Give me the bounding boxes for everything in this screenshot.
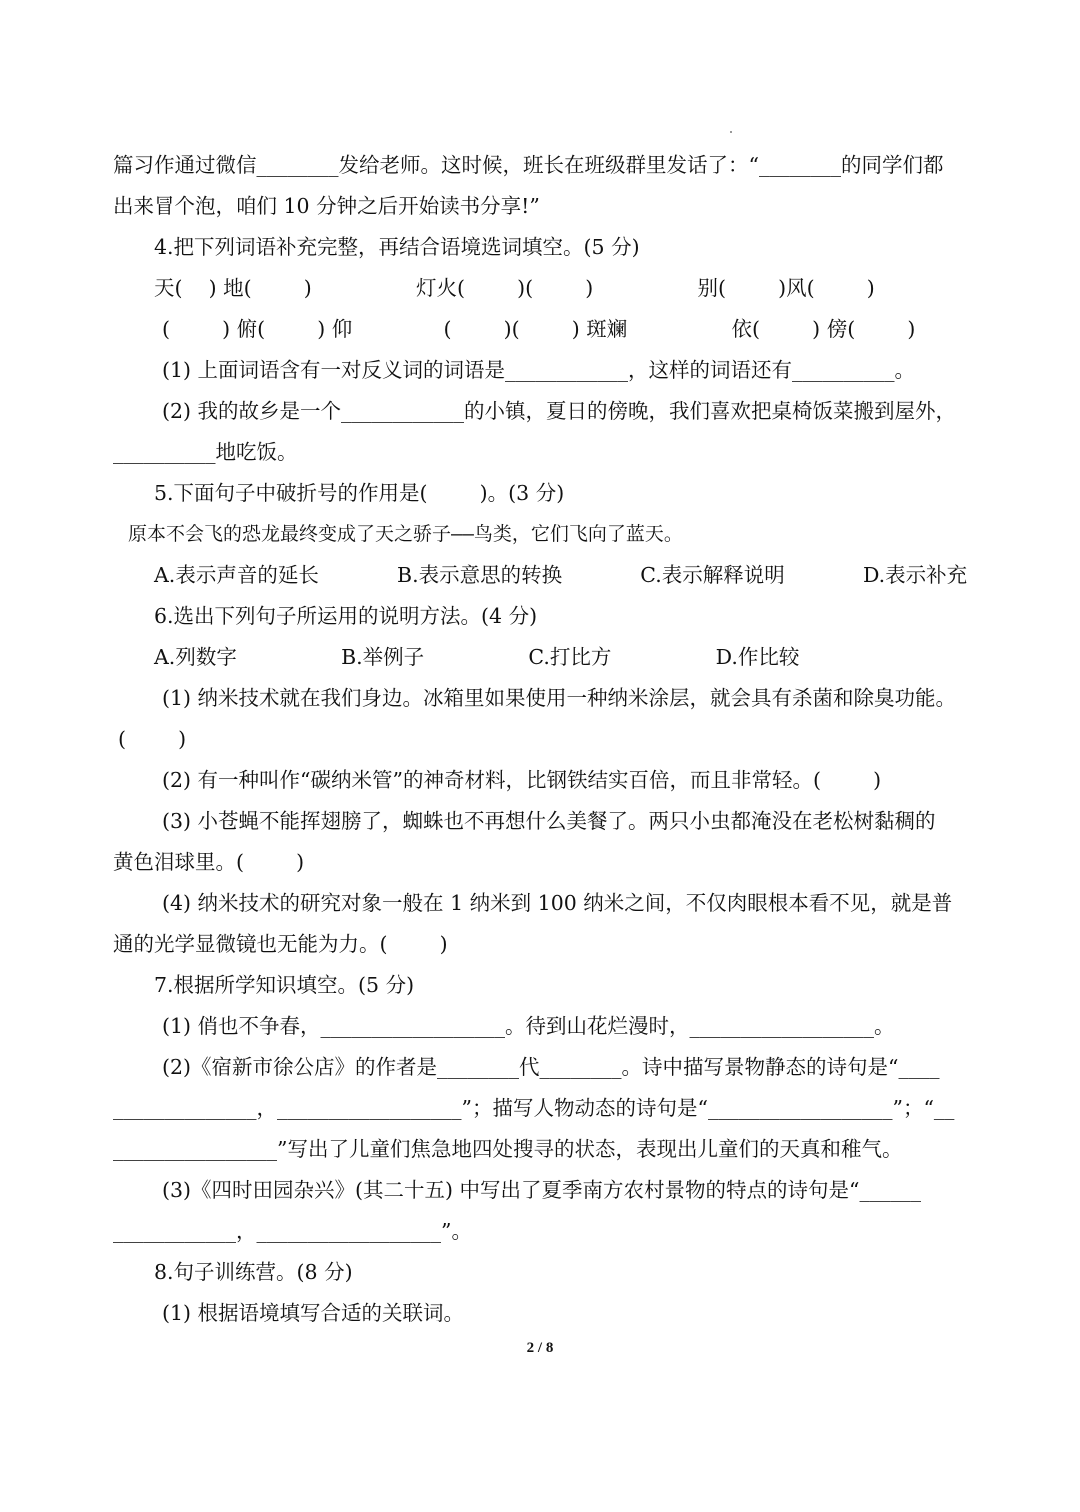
question-8-title: 8.句子训练营。(8 分) [154, 1260, 353, 1284]
text-line: 篇习作通过微信________发给老师。这时候，班长在班级群里发话了：“________的同学们都 [113, 153, 944, 177]
text-line: (4) 纳米技术的研究对象一般在 1 纳米到 100 纳米之间，不仅肉眼根本看不见，就是普 [162, 891, 953, 915]
scan-dot [730, 131, 732, 133]
question-5-title: 5.下面句子中破折号的作用是( )。(3 分) [154, 481, 565, 505]
text-line: (1) 纳米技术就在我们身边。冰箱里如果使用一种纳米涂层，就会具有杀菌和除臭功能。 [162, 686, 957, 710]
text-line: ( ) [118, 727, 187, 751]
text-line: ____________，__________________”。 [113, 1219, 472, 1243]
text-line: (2) 我的故乡是一个____________的小镇，夏日的傍晚，我们喜欢把桌椅饭菜搬到屋外， [162, 399, 957, 423]
text-line: (1) 俏也不争春，__________________。待到山花烂漫时，__________________。 [162, 1014, 895, 1038]
page-number: 2 / 8 [526, 1340, 554, 1356]
text-line: (2)《宿新市徐公店》的作者是________代________。诗中描写景物静态的诗句是“____ [162, 1055, 940, 1079]
options-row: A.列数字 B.举例子 C.打比方 D.作比较 [154, 645, 800, 669]
text-line: 出来冒个泡，咱们 10 分钟之后开始读书分享!” [113, 194, 540, 218]
question-4-title: 4.把下列词语补充完整，再结合语境选词填空。(5 分) [154, 235, 640, 259]
question-6-title: 6.选出下列句子所运用的说明方法。(4 分) [154, 604, 538, 628]
example-sentence: 原本不会飞的恐龙最终变成了天之骄子——鸟类，它们飞向了蓝天。 [128, 523, 683, 545]
text-line: __________地吃饭。 [113, 440, 298, 464]
text-line: 黄色泪球里。( ) [113, 850, 305, 874]
text-line: (1) 上面词语含有一对反义词的词语是____________，这样的词语还有__________。 [162, 358, 916, 382]
text-line: (2) 有一种叫作“碳纳米管”的神奇材料，比钢铁结实百倍，而且非常轻。( ) [162, 768, 882, 792]
idiom-row-1: 天( ) 地( ) 灯火( )( ) 别( )风( ) [154, 276, 875, 300]
text-line: ______________，__________________”；描写人物动态的诗句是“__________________”；“__ [113, 1096, 955, 1120]
text-line: (3) 小苍蝇不能挥翅膀了，蜘蛛也不再想什么美餐了。两只小虫都淹没在老松树黏稠的 [162, 809, 936, 833]
idiom-row-2: ( ) 俯( ) 仰 ( )( ) 斑斓 依( ) 傍( ) [162, 317, 916, 341]
question-7-title: 7.根据所学知识填空。(5 分) [154, 973, 415, 997]
text-line: 通的光学显微镜也无能为力。( ) [113, 932, 448, 956]
options-row: A.表示声音的延长 B.表示意思的转换 C.表示解释说明 D.表示补充 [154, 563, 968, 587]
text-line: (1) 根据语境填写合适的关联词。 [162, 1301, 465, 1325]
text-line: ________________”写出了儿童们焦急地四处搜寻的状态，表现出儿童们的天真和稚气。 [113, 1137, 903, 1161]
text-line: (3)《四时田园杂兴》(其二十五) 中写出了夏季南方农村景物的特点的诗句是“______ [162, 1178, 922, 1202]
